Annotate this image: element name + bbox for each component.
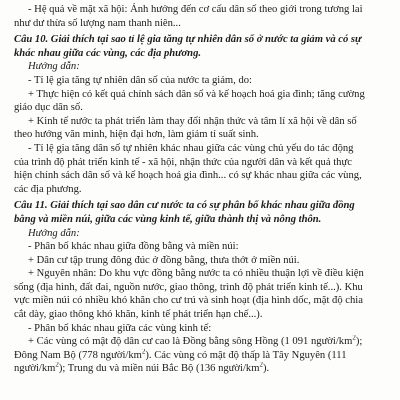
question-10-point-2-line-2: giáo dục dân số. — [14, 102, 83, 114]
question-11-point-3-line-2: sống (địa hình, đất đai, nguồn nước, giao thông, trình độ phát triển kinh tế...). Khu — [14, 281, 363, 293]
question-10-point-3-line-1: + Kinh tế nước ta phát triển làm thay đổi nhận thức và tâm lí xã hội về dân số — [28, 115, 357, 127]
intro-line-1: - Hệ quả về mặt xã hội: Ảnh hưởng đến cơ cấu dân số theo giới trong tương lai — [28, 4, 363, 15]
question-10-guide-label: Hướng dẫn: — [28, 61, 80, 73]
density-text: ). — [262, 363, 270, 375]
question-10-point-2-line-1: + Thực hiện có kết quả chính sách dân số và kế hoạch hoá gia đình; tăng cường — [28, 88, 365, 100]
question-11-point-5-line-3 — [14, 362, 388, 376]
density-text: ); — [355, 336, 363, 348]
question-11-point-4: - Phân bố khác nhau giữa các vùng kinh tế: — [28, 322, 212, 334]
density-text: Đông Nam Bộ (778 người/km — [14, 349, 142, 361]
question-10-title-line-1: Câu 10. Giải thích tại sao tỉ lệ gia tăng tự nhiên dân số ở nước ta giảm và có sự — [14, 34, 362, 46]
intro-line-2: như dư thừa số lượng nam thanh niên... — [14, 17, 181, 29]
question-11-point-3-line-3: vực miền núi có nhiều khó khăn cho cư trú và sinh hoạt (địa hình dốc, mặt độ chia — [14, 295, 363, 307]
question-10-point-1: - Tỉ lệ gia tăng tự nhiên dân số của nước ta giảm, do: — [28, 74, 252, 86]
density-text: người/km — [14, 363, 56, 375]
question-10-point-4-line-2: của trình độ phát triển kinh tế - xã hội, nhận thức của người dân và kết quả thực — [14, 156, 352, 168]
density-text: ); Trung du và miền núi Bắc Bộ (136 người/km — [58, 363, 260, 375]
question-10-point-4-line-3: hiện chính sách dân số và kế hoạch hoá gia đình... có sự khác nhau giữa các vùng, — [14, 170, 362, 182]
question-10-point-3-line-2: theo hướng văn minh, hiện đại hơn, làm giảm tỉ suất sinh. — [14, 129, 259, 141]
question-10-point-4-line-1: - Tỉ lệ gia tăng dân số tự nhiên khác nhau giữa các vùng chủ yếu do tác động — [28, 142, 354, 154]
density-text: ). Các vùng có mật độ thấp là Tây Nguyên (111 — [145, 349, 347, 361]
question-11-point-5-line-2 — [14, 349, 388, 363]
superscript: 2 — [259, 362, 263, 369]
density-text: + Các vùng có mật độ dân cư cao là Đồng bằng sông Hồng (1 091 người/km — [28, 336, 353, 348]
question-11-point-3-line-1: + Nguyên nhân: Do khu vực đồng bằng nước ta có nhiều thuận lợi về điều kiện — [28, 268, 364, 280]
question-11-title-line-1: Câu 11. Giải thích tại sao dân cư nước ta có sự phân bố khác nhau giữa đồng — [14, 200, 355, 212]
question-11-guide-label: Hướng dẫn: — [28, 227, 80, 239]
question-11-point-1: - Phân bố khác nhau giữa đồng bằng và miền núi: — [28, 241, 239, 253]
question-11-title-line-2: bằng và miền núi, giữa các vùng kinh tế, giữa thành thị và nông thôn. — [14, 213, 322, 225]
superscript: 2 — [141, 348, 146, 356]
question-11-point-5-line-1 — [14, 335, 388, 349]
question-10-title-line-2: khác nhau giữa các vùng, các địa phương. — [14, 47, 202, 59]
question-11-point-3-line-4: cắt dày, giao thông khó khăn, kinh tế phát triển hạn chế...). — [14, 309, 263, 321]
question-11-point-2: + Dân cư tập trung đông đúc ở đồng bằng, thưa thớt ở miền núi. — [28, 254, 300, 266]
question-10-point-4-line-4: các địa phương. — [14, 183, 82, 195]
superscript: 2 — [352, 335, 356, 342]
superscript: 2 — [55, 362, 59, 369]
